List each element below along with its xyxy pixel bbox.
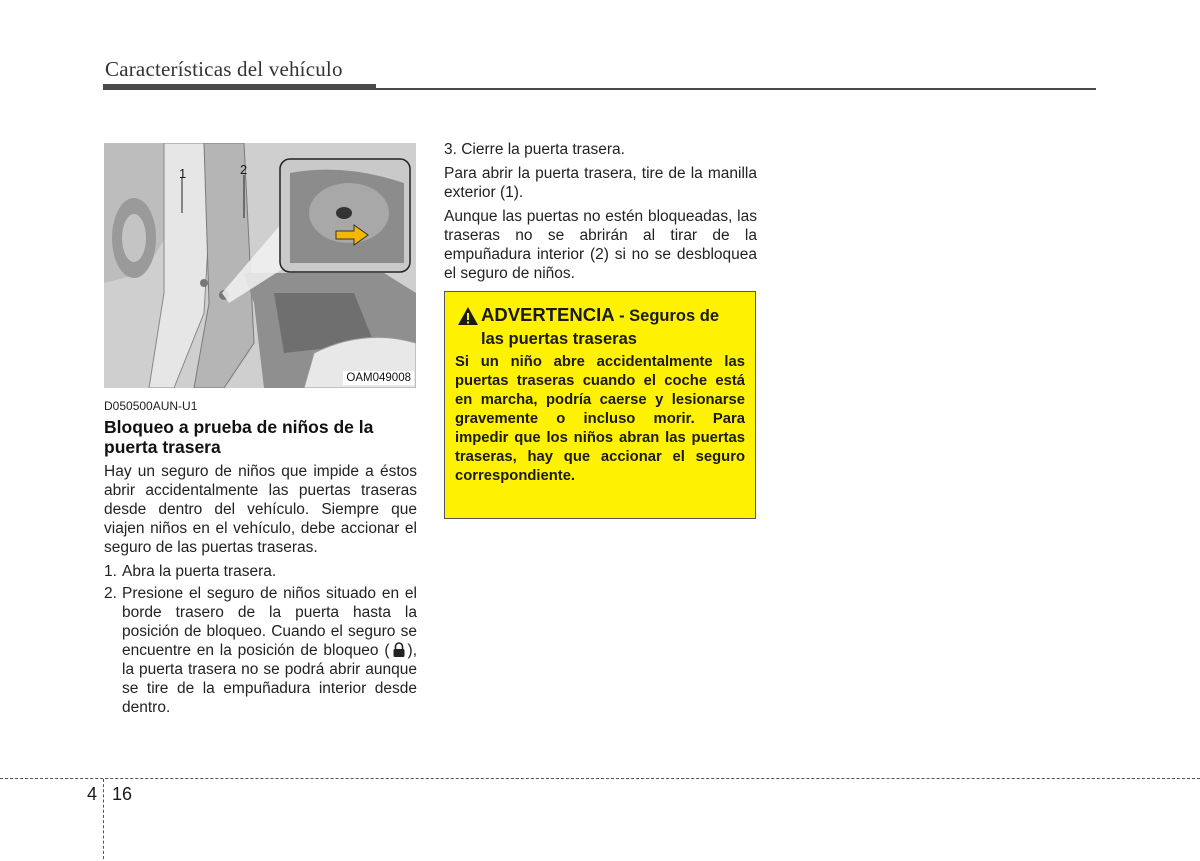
- warning-heading: [481, 304, 745, 350]
- step-1-text: Abra la puerta trasera.: [122, 563, 277, 580]
- warning-box: [444, 291, 756, 519]
- step-2-number: 2.: [104, 585, 117, 602]
- note-paragraph: Aunque las puertas no estén bloqueadas, las traseras no se abrirán al tirar de la empuñadura interior (2) si no se desbloquea el seguro de niños.: [444, 208, 757, 282]
- callout-label-2: 2: [240, 162, 248, 177]
- warning-subtitle: - Seguros de las puertas traseras: [481, 307, 720, 348]
- intro-paragraph: Hay un seguro de niños que impide a éstos abrir accidentalmente las puertas traseras desde dentro del vehículo. Siempre que viajen niños en el vehículo, debe accionar el seguro de las puertas traseras.: [104, 463, 417, 556]
- child-lock-illustration: [104, 143, 416, 388]
- footer-vertical-rule: [103, 779, 104, 859]
- step-2-text-b: ), la puerta trasera no se podrá abrir aunque se tire de la empuñadura interior desde dentro.: [122, 642, 417, 716]
- section-title: Bloqueo a prueba de niños de la puerta trasera: [104, 417, 374, 457]
- rear-door-drawing: [104, 143, 416, 388]
- page-header-title: Características del vehículo: [105, 57, 343, 81]
- header-rule-thin: [376, 88, 1096, 90]
- header-rule-thick: [103, 84, 376, 90]
- step-1: [104, 562, 417, 581]
- footer-rule: [0, 778, 1200, 779]
- warning-header: [455, 304, 745, 350]
- document-code: D050500AUN-U1: [104, 399, 198, 413]
- step-3-text: 3. Cierre la puerta trasera.: [444, 141, 625, 158]
- right-column: [444, 140, 757, 288]
- warning-triangle-icon: [455, 306, 481, 326]
- chapter-number: 4: [87, 784, 98, 804]
- warning-body: Si un niño abre accidentalmente las puertas traseras cuando el coche está en marcha, podría caerse y lesionarse gravemente o incluso morir. Para impedir que los niños abran las puertas traseras, hay que accionar el seguro correspondiente.: [455, 354, 745, 484]
- step-2-text: [122, 584, 417, 717]
- figure-code: OAM049008: [343, 371, 414, 385]
- lock-icon: [392, 642, 406, 658]
- step-1-number: 1.: [104, 563, 117, 580]
- step-2: [104, 584, 417, 717]
- left-column: [104, 462, 417, 720]
- callout-label-1: 1: [179, 166, 187, 181]
- page-number: 16: [112, 784, 133, 804]
- step-2-text-a: Presione el seguro de niños situado en el borde trasero de la puerta hasta la posición de bloqueo. Cuando el seguro se encuentre en la posición de bloqueo (: [122, 585, 417, 659]
- open-door-paragraph: Para abrir la puerta trasera, tire de la manilla exterior (1).: [444, 165, 757, 201]
- warning-title: ADVERTENCIA: [481, 304, 614, 325]
